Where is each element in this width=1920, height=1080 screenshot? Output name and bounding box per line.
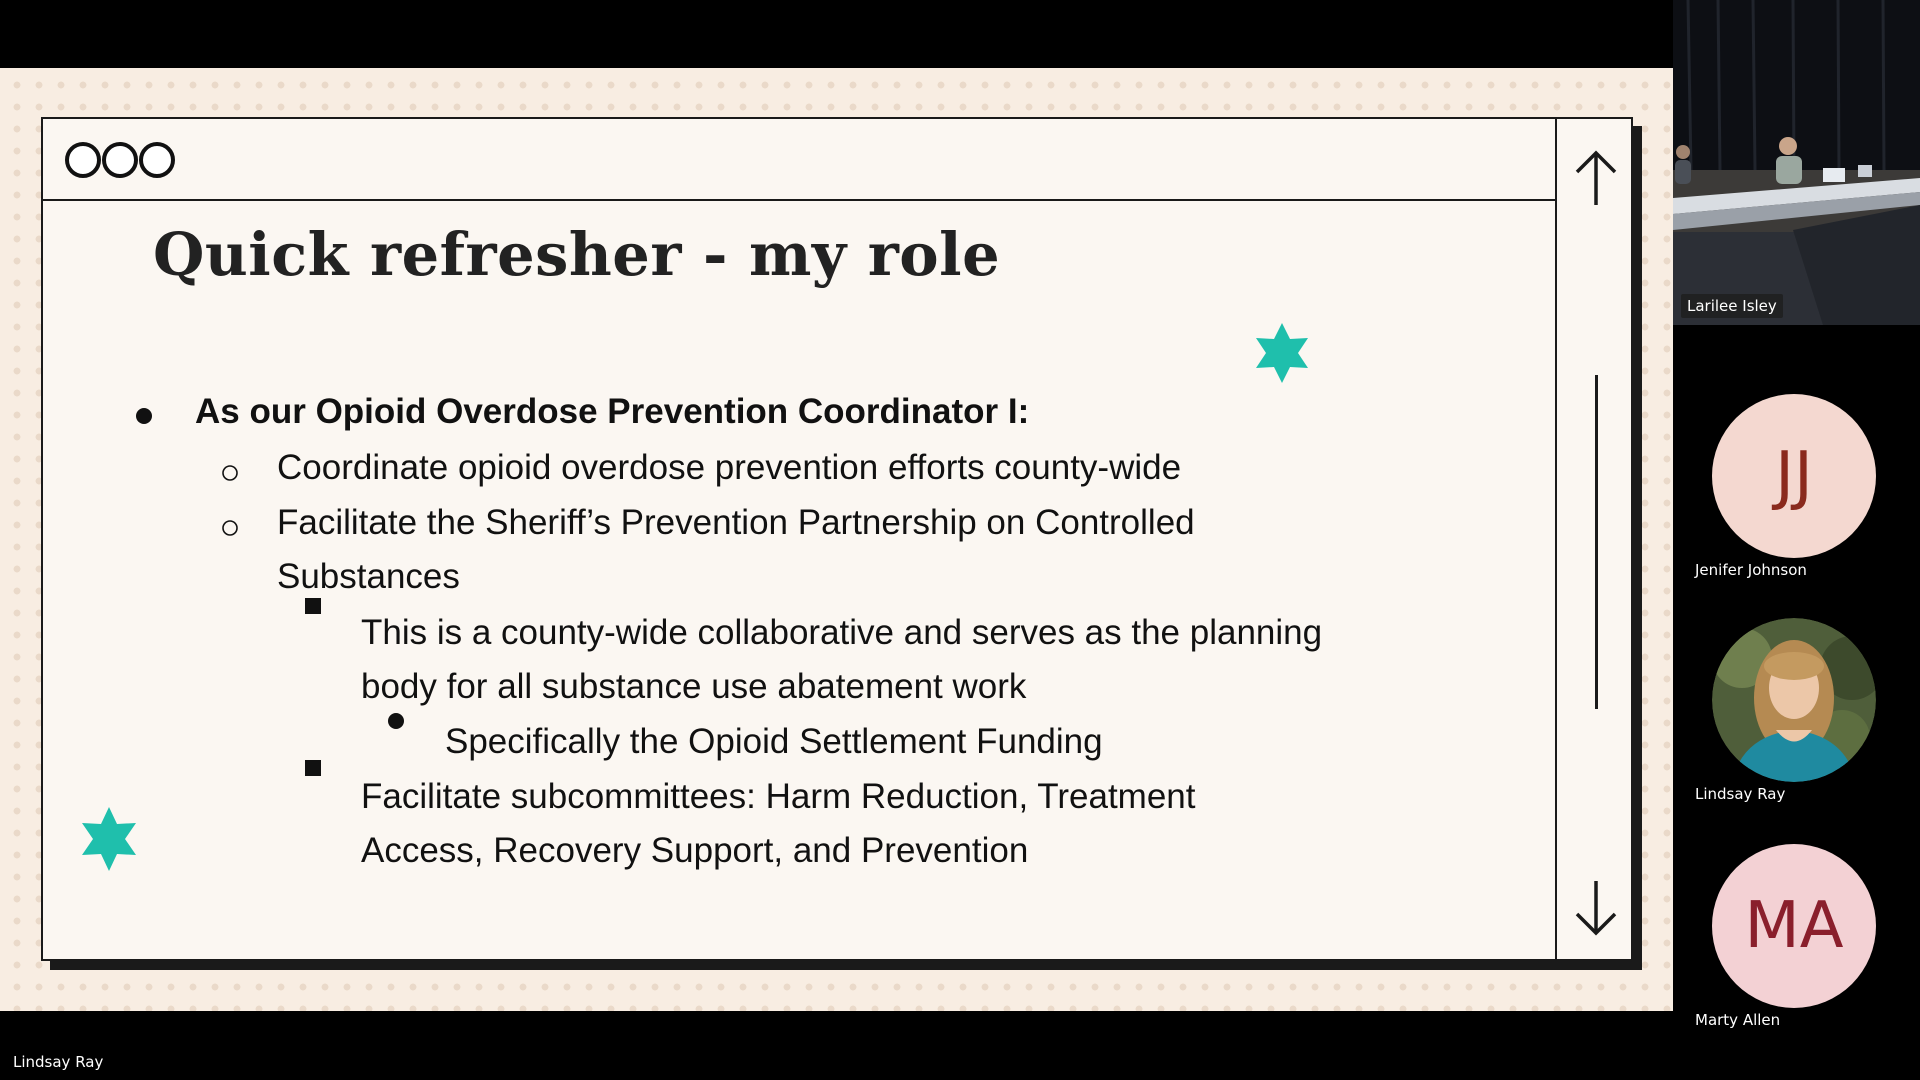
bullet-filled-square-icon bbox=[304, 597, 322, 615]
bullet-hollow-circle-icon bbox=[221, 519, 239, 537]
bullet-level2-text: Facilitate the Sheriff’s Prevention Partnership on Controlled bbox=[277, 503, 1195, 542]
bullet-level1-text: As our Opioid Overdose Prevention Coordinator I: bbox=[195, 392, 1030, 431]
bullet-hollow-circle-icon bbox=[221, 464, 239, 482]
participant-name: Jenifer Johnson bbox=[1695, 561, 1807, 579]
decorative-circle-icon bbox=[139, 142, 175, 178]
bullet-filled-circle-icon bbox=[135, 407, 153, 425]
slide bbox=[41, 117, 1633, 961]
participant-name: Marty Allen bbox=[1695, 1011, 1781, 1029]
bullet-level2-continuation: Substances bbox=[277, 557, 460, 596]
avatar-initials: MA bbox=[1744, 889, 1844, 963]
bullet-level4-text: Specifically the Opioid Settlement Funding bbox=[445, 722, 1103, 761]
participant-name: Lindsay Ray bbox=[1695, 785, 1786, 803]
presenter-name: Lindsay Ray bbox=[13, 1053, 104, 1071]
participant-panel bbox=[1673, 0, 1920, 1080]
bullet-level3-text: This is a county-wide collaborative and serves as the planning bbox=[361, 613, 1323, 652]
bullet-level3-continuation: Access, Recovery Support, and Prevention bbox=[361, 831, 1029, 870]
arrow-up-icon bbox=[1574, 149, 1618, 209]
bullet-level3-continuation: body for all substance use abatement work bbox=[361, 667, 1027, 706]
bullet-filled-square-icon bbox=[304, 759, 322, 777]
bullet-level3-text: Facilitate subcommittees: Harm Reduction, Treatment bbox=[361, 777, 1196, 816]
avatar[interactable] bbox=[1712, 844, 1876, 1008]
star-icon bbox=[1252, 322, 1312, 384]
decorative-circle-icon bbox=[65, 142, 101, 178]
video-tile-name: Larilee Isley bbox=[1681, 294, 1783, 318]
decorative-circle-icon bbox=[102, 142, 138, 178]
avatar[interactable] bbox=[1712, 394, 1876, 558]
avatar-photo[interactable] bbox=[1712, 618, 1876, 782]
video-tile[interactable] bbox=[1673, 0, 1920, 325]
shared-screen bbox=[0, 68, 1673, 1011]
bullet-level2-text: Coordinate opioid overdose prevention efforts county-wide bbox=[277, 448, 1182, 487]
avatar-initials: JJ bbox=[1775, 439, 1813, 513]
slide-side-panel bbox=[1555, 119, 1635, 959]
bullet-filled-circle-icon bbox=[387, 712, 405, 730]
scroll-track bbox=[1595, 375, 1598, 709]
star-icon bbox=[79, 806, 139, 872]
arrow-down-icon bbox=[1574, 877, 1618, 937]
avatar-photo-image bbox=[1712, 618, 1876, 782]
slide-title: Quick refresher - my role bbox=[153, 220, 1001, 289]
slide-header-bar bbox=[43, 119, 1555, 201]
meeting-room-video bbox=[1673, 0, 1920, 325]
